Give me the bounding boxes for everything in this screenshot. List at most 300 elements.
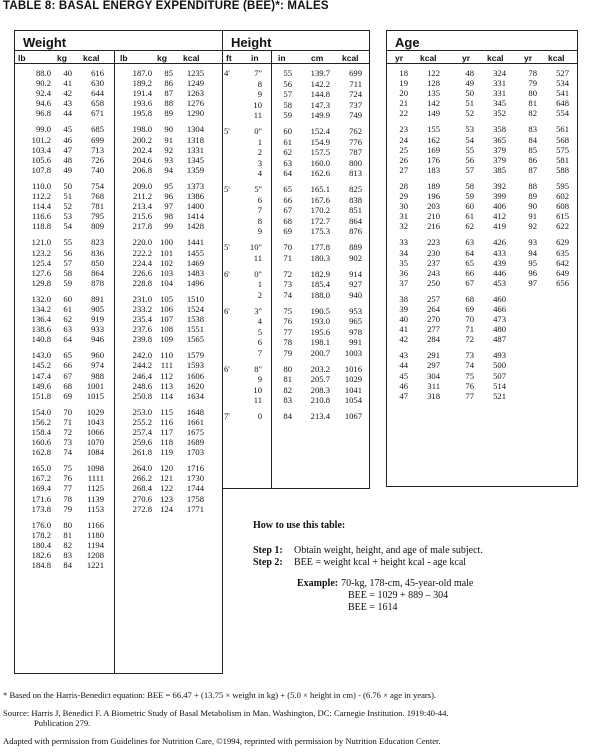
age-kcal-cell: 595 — [556, 180, 569, 191]
weight-right-kg-cell: 94 — [164, 164, 173, 175]
weight-right-lb-cell: 259.6 — [132, 437, 152, 448]
weight-left-lb-cell: 169.4 — [31, 483, 51, 494]
height-in-cell: 0 — [257, 411, 262, 421]
weight-left-lb-cell: 125.4 — [31, 257, 51, 268]
howto-section — [253, 520, 583, 614]
height-kcal-cell: 953 — [349, 305, 362, 316]
age-kcal-cell: 460 — [493, 293, 506, 304]
age-yr-cell: 29 — [399, 191, 408, 202]
weight-left-lb-cell: 127.6 — [31, 267, 51, 278]
height-kcal-cell: 978 — [349, 326, 362, 337]
age-yr-cell: 97 — [528, 277, 537, 288]
height-in-cell: 56 — [283, 78, 292, 89]
height-ft-cell: 7' — [224, 411, 230, 421]
weight-left-kg-cell: 61 — [63, 303, 72, 314]
age-kcal-cell: 358 — [493, 124, 506, 135]
age-yr-cell — [522, 371, 537, 381]
weight-right-lb-cell: 233.2 — [132, 303, 152, 314]
weight-right-kg-cell: 90 — [164, 124, 173, 135]
height-in-cell: 55 — [283, 68, 292, 78]
height-ft-cell — [224, 100, 237, 111]
height-in-cell: 74 — [283, 289, 292, 300]
weight-right-kcal-cell: 1359 — [186, 164, 204, 175]
age-kcal-cell: 581 — [556, 154, 569, 165]
age-kcal-cell: 649 — [556, 267, 569, 278]
age-kcal-column — [420, 68, 440, 401]
age-yr-cell: 54 — [465, 134, 474, 145]
height-in-cell: 61 — [283, 136, 292, 147]
height-in-cell: 57 — [283, 89, 292, 99]
height-cm-cell: 177.8 — [310, 242, 330, 252]
age-yr-cell: 38 — [399, 293, 408, 304]
height-in-cell: 9 — [257, 89, 262, 99]
age-yr-cell: 43 — [399, 350, 408, 361]
age-header-kcal: kcal — [548, 53, 565, 63]
weight-left-kcal-cell: 795 — [91, 211, 104, 222]
height-in-cell: 3 — [257, 157, 262, 168]
height-in-cell: 2 — [257, 289, 262, 300]
age-yr-cell: 46 — [399, 380, 408, 391]
height-in-cell: 82 — [283, 384, 292, 395]
weight-left-kg-cell: 66 — [63, 360, 72, 371]
weight-right-lb-cell: 198.0 — [132, 124, 152, 135]
age-kcal-cell: 365 — [493, 134, 506, 145]
height-in-cell: 8 — [257, 78, 262, 89]
footnote-source: Source: Harris J, Benedict F. A Biometric Study of Basal Metabolism in Man. Washington, DC: Carnegie Institution. 1919:40-44. — [3, 708, 449, 718]
height-cm-cell: 157.5 — [310, 147, 330, 157]
weight-right-kg-cell: 109 — [160, 334, 173, 345]
weight-left-lb-cell: 145.2 — [31, 360, 51, 371]
age-kcal-cell: 527 — [556, 68, 569, 78]
age-kcal-cell: 439 — [493, 257, 506, 268]
weight-left-kg-cell: 79 — [63, 503, 72, 514]
weight-right-lb-cell: 217.8 — [132, 221, 152, 232]
footnote-publication: Publication 279. — [34, 718, 91, 728]
height-in-cell: 58 — [283, 99, 292, 110]
weight-right-kcal-cell: 1538 — [186, 314, 204, 325]
height-cm-cell: 152.4 — [310, 126, 330, 136]
height-cm-cell: 162.6 — [310, 168, 330, 178]
age-header-yr: yr — [395, 53, 404, 63]
age-kcal-cell: 291 — [427, 350, 440, 361]
weight-right-kg-column — [156, 68, 173, 514]
weight-left-lb-cell: 184.8 — [31, 560, 51, 571]
weight-right-kcal-cell: 1675 — [186, 427, 204, 437]
age-yr-cell: 61 — [465, 211, 474, 222]
age-yr-cell: 50 — [465, 88, 474, 99]
age-yr-cell: 30 — [399, 201, 408, 212]
age-yr-cell: 42 — [399, 334, 408, 345]
age-yr-cell: 19 — [399, 78, 408, 89]
height-ft-cell: 5' — [224, 184, 230, 194]
age-yr-cell: 20 — [399, 88, 408, 99]
age-yr-cell: 60 — [465, 201, 474, 212]
example-text: 70-kg, 178-cm, 45-year-old male — [341, 578, 474, 589]
height-cm-cell: 185.4 — [310, 279, 330, 289]
weight-right-lb-cell: 266.2 — [132, 473, 152, 484]
age-kcal-cell: 324 — [493, 68, 506, 78]
weight-left-kg-cell: 45 — [63, 124, 72, 135]
age-yr-cell — [522, 314, 537, 324]
height-in-cell: 62 — [283, 147, 292, 157]
weight-left-kcal-cell: 1139 — [87, 493, 104, 504]
height-kcal-cell: 902 — [349, 252, 362, 263]
age-yr-cell: 80 — [528, 88, 537, 99]
height-cm-cell: 205.7 — [310, 374, 330, 384]
height-in-cell: 11 — [253, 110, 262, 120]
weight-right-kg-cell: 119 — [160, 447, 173, 458]
height-ft-cell: 5' — [224, 242, 230, 252]
height-in-cell: 7 — [257, 347, 262, 358]
weight-left-kg-cell: 52 — [63, 201, 72, 212]
age-yr-cell: 84 — [528, 134, 537, 145]
weight-left-kg-cell: 70 — [63, 406, 72, 417]
height-in-cell: 63 — [283, 157, 292, 168]
weight-left-lb-cell: 176.0 — [31, 519, 51, 530]
weight-right-lb-cell: 215.6 — [132, 211, 152, 222]
weight-right-lb-cell: 244.2 — [132, 360, 152, 371]
weight-left-kg-column — [55, 68, 72, 570]
age-kcal-cell: 270 — [427, 314, 440, 325]
age-kcal-cell: 514 — [493, 380, 506, 391]
age-kcal-cell: 507 — [493, 370, 506, 381]
weight-right-lb-cell: 220.0 — [132, 237, 152, 248]
height-in-cell: 0" — [254, 268, 262, 279]
weight-right-lb-cell: 228.8 — [132, 277, 152, 288]
weight-left-kg-cell: 73 — [63, 437, 72, 448]
height-ft-cell — [224, 327, 237, 338]
weight-left-lb-cell: 101.2 — [31, 134, 51, 145]
weight-right-lb-cell: 257.4 — [132, 427, 152, 437]
age-yr-cell: 93 — [528, 237, 537, 248]
height-kcal-cell: 737 — [349, 99, 362, 110]
height-in-cell: 60 — [283, 126, 292, 136]
weight-right-kg-cell: 112 — [160, 370, 173, 381]
weight-left-kcal-cell: 616 — [91, 68, 104, 78]
weight-left-kg-cell: 56 — [63, 247, 72, 258]
weight-right-kcal-cell: 1703 — [186, 447, 204, 458]
weight-right-lb-cell: 261.8 — [132, 447, 152, 458]
weight-left-kg-cell: 57 — [63, 257, 72, 268]
age-kcal-cell: 480 — [493, 324, 506, 335]
howto-heading: How to use this table: — [253, 520, 346, 531]
weight-right-lb-cell: 193.6 — [132, 98, 152, 109]
age-yr-cell: 39 — [399, 303, 408, 314]
height-kcal-cell: 889 — [349, 242, 362, 252]
height-ft-cell — [224, 110, 237, 121]
step1-text: Obtain weight, height, and age of male subject. — [294, 545, 483, 556]
age-kcal-cell: 615 — [556, 211, 569, 222]
weight-left-lb-cell: 132.0 — [31, 293, 51, 304]
weight-right-kg-cell: 118 — [160, 437, 173, 448]
weight-left-kcal-cell: 1066 — [86, 427, 104, 437]
weight-left-kcal-cell: 768 — [91, 191, 104, 202]
weight-left-kg-cell: 59 — [63, 277, 72, 288]
height-in-cell: 3" — [254, 305, 262, 316]
weight-left-kcal-cell: 740 — [91, 164, 104, 175]
weight-right-lb-cell: 272.8 — [132, 503, 152, 514]
weight-right-kcal-cell: 1771 — [186, 503, 204, 514]
age-yr-cell: 86 — [528, 154, 537, 165]
weight-left-kcal-column — [78, 68, 104, 570]
weight-right-lb-cell: 187.0 — [132, 68, 152, 78]
height-in-cell: 9 — [257, 226, 262, 236]
height-in-cell: 67 — [283, 205, 292, 215]
height-cm-cell: 167.6 — [310, 194, 330, 205]
height-ft-cell — [224, 168, 237, 179]
age-kcal-cell — [549, 324, 569, 334]
height-kcal-cell: 940 — [349, 289, 362, 300]
weight-right-kg-cell: 117 — [160, 427, 173, 437]
age-yr-cell: 63 — [465, 237, 474, 248]
age-kcal-cell: 622 — [556, 221, 569, 232]
height-header-in: in — [278, 53, 286, 63]
age-yr-column — [522, 68, 537, 401]
age-header-kcal: kcal — [420, 53, 437, 63]
age-yr-cell: 67 — [465, 277, 474, 288]
weight-right-kcal-cell: 1386 — [186, 191, 204, 202]
age-yr-cell: 76 — [465, 380, 474, 391]
weight-right-kcal-cell: 1318 — [186, 134, 204, 145]
age-yr-cell: 71 — [465, 324, 474, 335]
weight-left-kg-cell: 53 — [63, 211, 72, 222]
age-kcal-cell: 406 — [493, 201, 506, 212]
age-kcal-cell: 656 — [556, 277, 569, 288]
weight-left-lb-cell: 171.6 — [31, 493, 51, 504]
weight-left-kcal-cell: 1043 — [86, 416, 104, 427]
weight-left-kcal-cell: 713 — [91, 144, 104, 155]
height-in-cell: 4 — [257, 168, 262, 178]
age-yr-cell: 90 — [528, 201, 537, 212]
age-kcal-cell: 311 — [427, 380, 440, 391]
age-kcal-cell: 635 — [556, 247, 569, 258]
height-kcal-cell: 813 — [349, 168, 362, 178]
weight-left-kcal-cell: 1180 — [87, 529, 104, 540]
weight-left-kg-cell: 74 — [63, 447, 72, 458]
age-kcal-cell: 493 — [493, 350, 506, 361]
weight-left-kg-cell: 68 — [63, 380, 72, 391]
height-ft-cell — [224, 216, 237, 227]
age-kcal-cell: 419 — [493, 221, 506, 232]
height-ft-cell: 6' — [224, 268, 230, 279]
age-yr-cell — [522, 391, 537, 401]
weight-right-kg-cell: 102 — [160, 257, 173, 268]
age-yr-cell: 28 — [399, 180, 408, 191]
height-cm-cell: 170.2 — [310, 205, 330, 215]
age-kcal-cell: 352 — [493, 108, 506, 119]
weight-right-kcal-cell: 1593 — [186, 360, 204, 371]
age-kcal-cell — [549, 350, 569, 360]
height-heading: Height — [231, 35, 272, 50]
weight-right-lb-column — [118, 68, 152, 514]
height-kcal-cell: 749 — [349, 110, 362, 120]
weight-left-kg-cell: 75 — [63, 463, 72, 474]
height-kcal-cell: 762 — [349, 126, 362, 136]
height-ft-cell — [224, 348, 237, 359]
weight-left-kg-cell: 60 — [63, 293, 72, 304]
age-yr-cell: 23 — [399, 124, 408, 135]
height-kcal-cell: 699 — [349, 68, 362, 78]
footnote-equation: * Based on the Harris-Benedict equation: BEE = 66.47 + (13.75 × weight in kg) + (5.0 × height in cm) - (6.76 × age in years). — [3, 690, 437, 700]
age-yr-cell: 66 — [465, 267, 474, 278]
age-yr-cell: 77 — [465, 390, 474, 401]
weight-left-lb-cell: 112.2 — [31, 191, 51, 202]
age-yr-cell — [522, 304, 537, 314]
age-yr-cell: 79 — [528, 78, 537, 89]
height-in-cell: 1 — [257, 279, 262, 289]
age-kcal-cell: 284 — [427, 334, 440, 345]
age-kcal-cell: 412 — [493, 211, 506, 222]
height-ft-cell — [224, 385, 237, 396]
weight-right-kcal-cell: 1730 — [186, 473, 204, 484]
height-cm-cell: 144.8 — [310, 89, 330, 99]
weight-left-lb-cell: 180.4 — [31, 539, 51, 550]
weight-left-lb-cell: 156.2 — [31, 416, 51, 427]
height-ft-cell — [224, 374, 237, 385]
weight-left-kg-cell: 65 — [63, 350, 72, 361]
height-kcal-cell: 1041 — [344, 384, 362, 395]
height-in-cell: 4 — [257, 316, 262, 326]
weight-right-kcal-cell: 1579 — [186, 350, 204, 361]
height-in-cell: 6 — [257, 337, 262, 347]
weight-right-kg-cell: 91 — [164, 134, 173, 145]
weight-right-lb-cell: 213.4 — [132, 201, 152, 212]
height-ft-cell — [224, 316, 237, 327]
age-kcal-cell: 541 — [556, 88, 569, 99]
weight-right-kg-cell: 92 — [164, 144, 173, 155]
age-yr-cell: 53 — [465, 124, 474, 135]
weight-left-kcal-cell: 823 — [91, 237, 104, 248]
weight-right-kcal-cell: 1758 — [186, 493, 204, 504]
age-yr-cell: 85 — [528, 144, 537, 155]
weight-right-kcal-cell: 1510 — [186, 293, 204, 304]
height-ft-cell: 5' — [224, 126, 230, 136]
weight-right-kcal-cell: 1441 — [186, 237, 204, 248]
height-cm-cell: 160.0 — [310, 157, 330, 168]
age-kcal-cell — [549, 360, 569, 370]
height-kcal-cell: 787 — [349, 147, 362, 157]
height-in-cell: 78 — [283, 337, 292, 347]
weight-left-kg-cell: 72 — [63, 427, 72, 437]
weight-right-lb-cell: 235.4 — [132, 314, 152, 325]
height-in-cell: 80 — [283, 363, 292, 374]
weight-right-kcal-cell: 1414 — [186, 211, 204, 222]
height-ft-cell — [224, 89, 237, 100]
weight-left-lb-cell: 143.0 — [31, 350, 51, 361]
age-yr-cell: 62 — [465, 221, 474, 232]
height-ft-cell — [224, 147, 237, 158]
weight-right-kg-cell: 86 — [164, 78, 173, 89]
height-in-cell: 68 — [283, 215, 292, 226]
age-header-yr: yr — [524, 53, 533, 63]
example-calc-2: BEE = 1614 — [348, 602, 398, 613]
age-yr-cell: 91 — [528, 211, 537, 222]
height-in-cell: 8" — [254, 363, 262, 374]
weight-left-lb-cell: 140.8 — [31, 334, 51, 345]
weight-left-kcal-cell: 1194 — [87, 539, 104, 550]
weight-left-kcal-cell: 946 — [91, 334, 104, 345]
weight-left-kg-cell: 63 — [63, 324, 72, 335]
age-kcal-cell: 189 — [427, 180, 440, 191]
weight-right-lb-cell: 242.0 — [132, 350, 152, 361]
height-kcal-cell: 991 — [349, 337, 362, 347]
weight-right-kcal-cell: 1373 — [186, 180, 204, 191]
age-kcal-cell: 243 — [427, 267, 440, 278]
height-kcal-cell: 927 — [349, 279, 362, 289]
height-ft-cell — [224, 253, 237, 264]
weight-left-kcal-cell: 1084 — [86, 447, 104, 458]
age-kcal-cell: 453 — [493, 277, 506, 288]
height-in-cell: 8 — [257, 215, 262, 226]
weight-right-kg-cell: 108 — [160, 324, 173, 335]
age-kcal-cell: 561 — [556, 124, 569, 135]
weight-left-kcal-cell: 809 — [91, 221, 104, 232]
height-in-cell: 11 — [253, 395, 262, 405]
age-yr-cell — [522, 350, 537, 360]
weight-header-kg: kg — [157, 53, 167, 63]
age-kcal-cell — [549, 304, 569, 314]
age-yr-cell: 36 — [399, 267, 408, 278]
height-ft-column — [224, 68, 237, 422]
height-kcal-cell: 876 — [349, 226, 362, 236]
weight-right-lb-cell: 209.0 — [132, 180, 152, 191]
weight-left-kcal-cell: 1166 — [87, 519, 104, 530]
weight-right-kcal-cell: 1496 — [186, 277, 204, 288]
height-in-cell: 70 — [283, 242, 292, 252]
height-cm-cell: 139.7 — [310, 68, 330, 78]
weight-right-kg-cell: 88 — [164, 98, 173, 109]
weight-left-lb-cell: 114.4 — [31, 201, 51, 212]
weight-right-kcal-cell: 1716 — [186, 463, 204, 474]
age-kcal-cell: 426 — [493, 237, 506, 248]
age-yr-column — [459, 68, 474, 401]
table-title: TABLE 8: BASAL ENERGY EXPENDITURE (BEE)*: MALES — [3, 0, 329, 12]
weight-left-kg-cell: 77 — [63, 483, 72, 494]
age-yr-cell: 72 — [465, 334, 474, 345]
weight-right-kg-cell: 87 — [164, 88, 173, 99]
age-kcal-cell: 575 — [556, 144, 569, 155]
age-yr-cell: 75 — [465, 370, 474, 381]
age-kcal-cell: 399 — [493, 191, 506, 202]
height-ft-cell — [224, 205, 237, 216]
weight-right-kcal-cell: 1606 — [186, 370, 204, 381]
weight-right-kg-cell: 105 — [160, 293, 173, 304]
weight-left-kcal-cell: 685 — [91, 124, 104, 135]
age-kcal-cell: 629 — [556, 237, 569, 248]
age-kcal-cell — [549, 314, 569, 324]
weight-left-kg-cell: 47 — [63, 144, 72, 155]
weight-left-kg-cell: 78 — [63, 493, 72, 504]
age-yr-cell: 78 — [528, 68, 537, 78]
age-yr-cell: 64 — [465, 247, 474, 258]
weight-left-kg-cell: 42 — [63, 88, 72, 99]
age-yr-cell: 51 — [465, 98, 474, 109]
age-yr-cell: 94 — [528, 247, 537, 258]
weight-left-lb-cell: 138.6 — [31, 324, 51, 335]
weight-left-lb-cell: 151.8 — [31, 390, 51, 401]
age-kcal-cell: 264 — [427, 303, 440, 314]
age-kcal-cell: 162 — [427, 134, 440, 145]
weight-left-lb-cell: 129.8 — [31, 277, 51, 288]
height-kcal-cell: 1054 — [344, 395, 362, 405]
weight-left-kg-cell: 67 — [63, 370, 72, 381]
age-yr-cell: 24 — [399, 134, 408, 145]
age-yr-cell: 40 — [399, 314, 408, 325]
weight-left-lb-cell: 149.6 — [31, 380, 51, 391]
weight-right-lb-cell: 248.6 — [132, 380, 152, 391]
weight-left-kg-cell: 48 — [63, 154, 72, 165]
age-yr-cell: 82 — [528, 108, 537, 119]
